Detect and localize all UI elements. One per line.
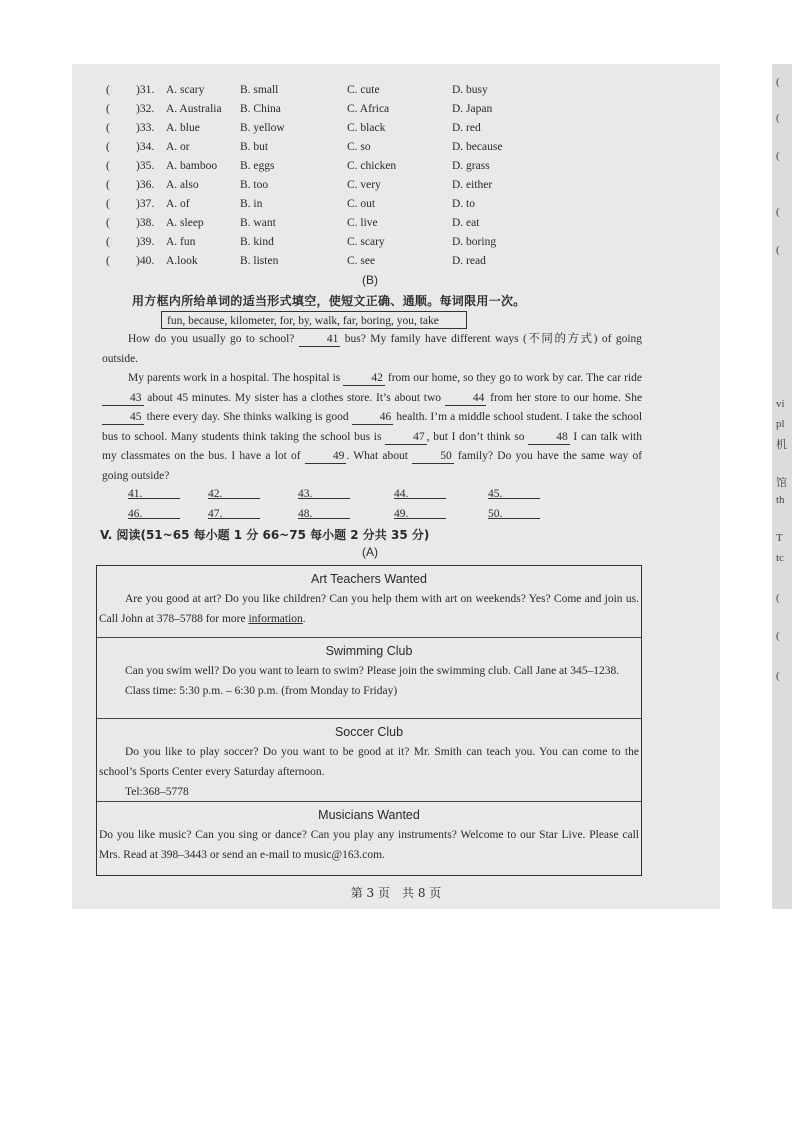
ad-title: Soccer Club <box>334 725 404 739</box>
blank-42[interactable]: 42 <box>343 371 385 386</box>
ad-title: Art Teachers Wanted <box>310 572 428 586</box>
ad-title: Swimming Club <box>325 644 413 658</box>
section-v-heading: V. 阅读(51~65 每小题 1 分 66~75 每小题 2 分共 35 分) <box>100 528 430 542</box>
blank-46[interactable]: 46 <box>352 410 394 425</box>
passage-paragraph: How do you usually go to school? 41 bus? My family have different ways (不同的方式) of going outside. <box>102 333 643 365</box>
word-box: fun, because, kilometer, for, by, walk, far, boring, you, take <box>161 311 467 329</box>
section-a-label: (A) <box>362 545 378 559</box>
information-link: information <box>248 613 303 625</box>
ad-soccer-club <box>97 719 641 802</box>
blank-41[interactable]: 41 <box>299 332 341 347</box>
page-footer: 第 3 页 共 8 页 <box>350 886 442 900</box>
cloze-passage <box>102 330 642 486</box>
ad-text: Are you good at art? Do you like children? Can you help them with art on weekends? Yes? Come and join us. Call John at 378–5788 for more information. <box>99 593 639 625</box>
scanned-page: ( )31. A. scary B. small C. cute D. busy ( )32. A. Australia B. China C. Africa D. Japan ( )33. A. blue B. yellow C. black D. red ( )34. A. or B. but C. so D. because ( )35. A. bamboo B. eggs C. chicken D. grass ( )36. A. also B. too C. very D. either ( )37. A. of B. in C. out D. to ( )38. A. sleep B. want C. live D. eat ( )39. A. fun B. kind C. scary D. boring ( )40. A.look B. listen C. see D. read (B) 用方框内所给单词的适当形式填空，使短文正确、通顺。每词限用一次。 fun, because, kilometer, for, by, walk, far, boring, you, take How do you usually go to school? 41 bus? My family have different ways (不同的方式) of going outside. My parents work in a hospital. The hospital is 42 from our home, so they go to work by car. The car ride 43 about 45 minutes. My sister has a clothes store. It’s about two 44 from her store to our home. She 45 there every day. She thinks walking is good 46 health. I’m a middle school student. I take the school bus to school. Many students think taking the school bus is 47 , but I don’t think so 48 I can talk with my classmates on the bus. I have a lot of 49 . What about 50 family? Do you have the same way of going outside? 41. 42. 43. 44. 45. 46. 47. 48. 49. 50. V. 阅读(51~65 每小题 1 分 66~75 每小题 2 分共 35 分) (A) Art Teachers Wanted Are you good at art? Do you like children? Can you help them with art on weekends? Yes? Come and join us. Call John at 378–5788 for more information. Swimming Club Can you swim well? Do you want to learn to swim? Please join the swimming club. Call Jane at 345–1238. Class time: 5:30 p.m. – 6:30 p.m. (from Monday to Friday) Soccer Club Do you like to play soccer? Do you want to be good at it? Mr. Smith can teach you. You can come to the school’s Sports Center every Saturday afternoon. Tel:368–5778 Musicians Wanted Do you like music? Can you sing or dance? Can you play any instruments? Welcome to our Star Live. Please call Mrs. Read at 398–3443 or send an e-mail to music@163.com. 第 3 页 共 8 页 ( ( ( ( ( vi pl 机 馆 th T tc ( ( ( <box>72 64 720 909</box>
blank-45[interactable]: 45 <box>102 410 144 425</box>
blank-50[interactable]: 50 <box>412 449 454 464</box>
ad-art-teachers <box>97 566 641 638</box>
blank-43[interactable]: 43 <box>102 391 144 406</box>
ad-title: Musicians Wanted <box>318 808 420 822</box>
section-b-label: (B) <box>362 273 378 287</box>
ad-text: Can you swim well? Do you want to learn to swim? Please join the swimming club. Call Jane at 345–1238. <box>125 665 620 677</box>
passage-paragraph: My parents work in a hospital. The hospital is 42 from our home, so they go to work by car. The car ride 43 about 45 minutes. My sister has a clothes store. It’s about two 44 from her store to our home. She 45 there every day. She thinks walking is good 46 health. I’m a middle school student. I take the school bus to school. Many students think taking the school bus is 47 , but I don’t think so 48 I can talk with my classmates on the bus. I have a lot of 49 . What about 50 family? Do you have the same way of going outside? <box>102 372 643 482</box>
ad-swimming-club <box>97 638 641 719</box>
ad-text: Class time: 5:30 p.m. – 6:30 p.m. (from Monday to Friday) <box>125 685 398 697</box>
ads-table <box>96 565 642 876</box>
blank-48[interactable]: 48 <box>528 430 570 445</box>
ad-text: Tel:368–5778 <box>125 786 189 798</box>
section-b-instruction: 用方框内所给单词的适当形式填空，使短文正确、通顺。每词限用一次。 <box>132 294 526 308</box>
ad-text: Do you like music? Can you sing or dance? Can you play any instruments? Welcome to our Star Live. Please call Mrs. Read at 398–3443 or send an e-mail to music@163.com. <box>99 829 639 861</box>
blank-47[interactable]: 47 <box>385 430 427 445</box>
ad-musicians-wanted <box>97 802 641 877</box>
blank-44[interactable]: 44 <box>445 391 487 406</box>
ad-text: Do you like to play soccer? Do you want to be good at it? Mr. Smith can teach you. You can come to the school’s Sports Center every Saturday afternoon. <box>99 746 639 778</box>
blank-49[interactable]: 49 <box>305 449 347 464</box>
